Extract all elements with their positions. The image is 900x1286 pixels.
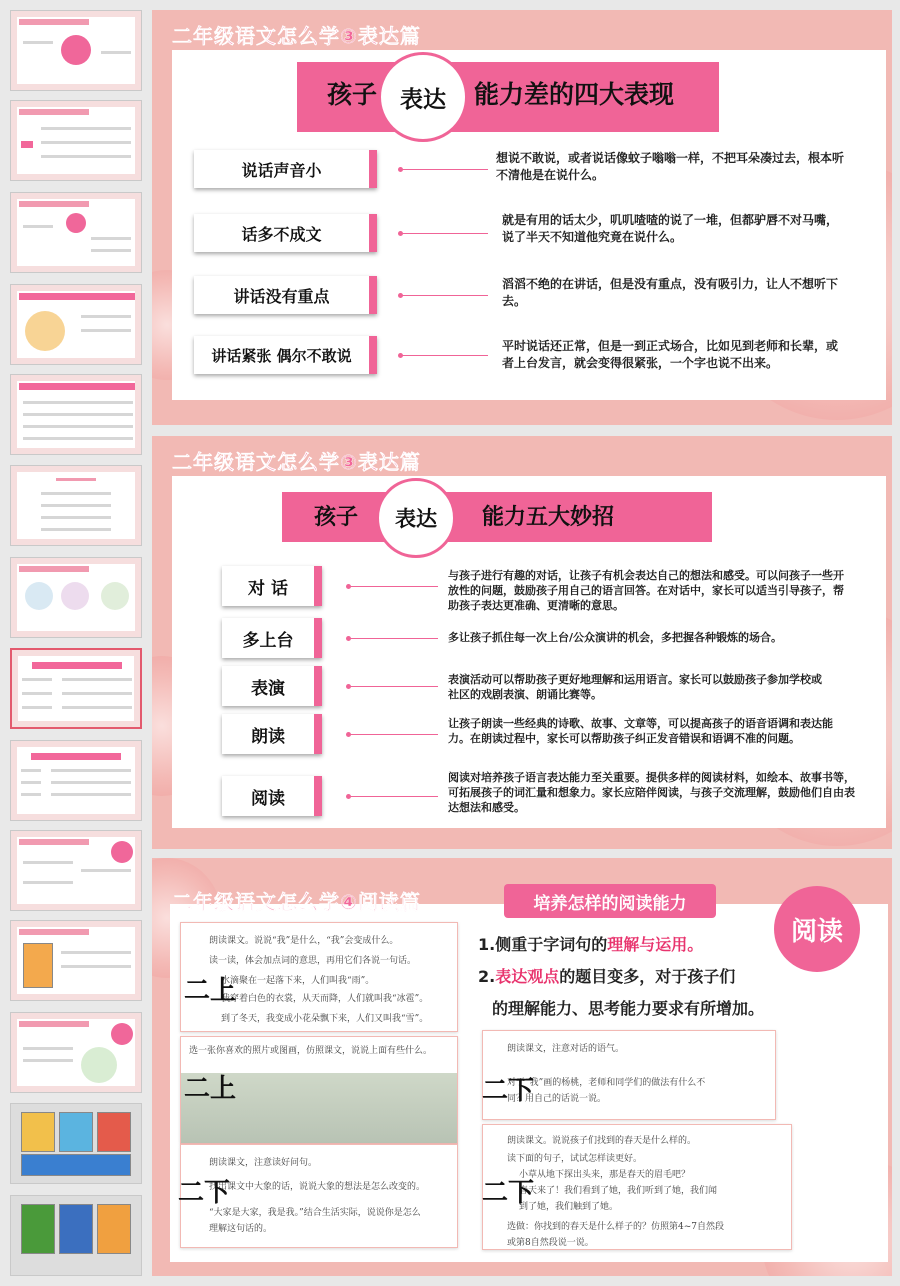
point-3: 的理解能力、思考能力要求有所增加。 — [492, 999, 765, 1018]
slide-thumbnail-7[interactable] — [10, 557, 142, 638]
excerpt-line: 对于“我”画的杨桃，老师和同学们的做法有什么不 — [507, 1078, 706, 1088]
sign-description-2: 就是有用的话太少，叽叽喳喳的说了一堆，但都驴唇不对马嘴，说了半天不知道他究竟在说什么。 — [502, 213, 839, 244]
slide-thumbnail-9[interactable] — [10, 740, 142, 821]
excerpt-line: 朗读课文。说说孩子们找到的春天是什么样的。 — [507, 1136, 697, 1146]
tip-label-4: 朗读 — [222, 714, 322, 754]
connector-dot — [346, 684, 351, 689]
connector-dot — [398, 293, 403, 298]
tip-label-2: 多上台 — [222, 618, 322, 658]
slide-thumbnail-14[interactable] — [10, 1195, 142, 1276]
slide-thumbnail-panel — [0, 0, 150, 1286]
sign-label-1: 说话声音小 — [194, 150, 377, 188]
connector-dot — [398, 167, 403, 172]
point-2-number: 2. — [478, 967, 496, 986]
connector-dot — [346, 732, 351, 737]
grade-label: 二下 — [482, 1178, 535, 1208]
grade-label: 二下 — [482, 1076, 535, 1106]
point-1 — [478, 932, 703, 955]
connector-line — [348, 638, 438, 639]
tip-description-5: 阅读对培养孩子语言表达能力至关重要。提供多样的阅读材料，如绘本、故事书等，可拓展孩子的词汇量和想象力。家长应陪伴阅读，与孩子交流理解，鼓励他们自由表达想法和感受。 — [448, 771, 855, 814]
tip-description-2: 多让孩子抓住每一次上台/公众演讲的机会，多把握各种锻炼的场合。 — [448, 631, 783, 644]
excerpt-line: 读一读，体会加点词的意思，再用它们各说一句话。 — [209, 956, 417, 966]
point-2 — [478, 964, 735, 987]
excerpt-line: “大家是大家，我是我。”结合生活实际，说说你是怎么 — [209, 1208, 421, 1218]
sign-description-3: 滔滔不绝的在讲话，但是没有重点，没有吸引力，让人不想听下去。 — [502, 277, 839, 308]
slide-thumbnail-6[interactable] — [10, 465, 142, 546]
excerpt-line: 理解这句话的。 — [209, 1224, 273, 1234]
excerpt-line: 选一张你喜欢的照片或图画，仿照课文，说说上面有些什么。 — [189, 1046, 433, 1056]
slide-thumbnail-3[interactable] — [10, 192, 142, 273]
reading-ability-pill: 培养怎样的阅读能力 — [504, 884, 716, 918]
slide-title: 二年级语文怎么学③表达篇 — [172, 24, 421, 48]
excerpt-line: 春天来了！我们看到了她，我们听到了她，我们闻 — [519, 1186, 718, 1196]
slide-thumbnail-10[interactable] — [10, 830, 142, 911]
excerpt-line: 找出课文中大象的话，说说大象的想法是怎么改变的。 — [209, 1182, 426, 1192]
sign-description-4: 平时说话还正常，但是一到正式场合，比如见到老师和长辈，或者上台发言，就会变得很紧张，一个字也说不出来。 — [502, 339, 839, 370]
connector-dot — [346, 584, 351, 589]
point-2-text: 的题目变多，对于孩子们 — [559, 967, 736, 986]
grade-label: 二上 — [184, 1074, 237, 1104]
sign-description-1: 想说不敢说，或者说话像蚊子嗡嗡一样，不把耳朵凑过去，根本听不清他是在说什么。 — [496, 151, 845, 182]
excerpt-line: 或第8自然段说一说。 — [507, 1238, 594, 1248]
slide-thumbnail-13[interactable] — [10, 1103, 142, 1184]
excerpt-line: 朗读课文。说说“我”是什么，“我”会变成什么。 — [209, 936, 399, 946]
excerpt-line: 水滴聚在一起落下来，人们叫我“雨”。 — [221, 976, 375, 986]
slide-title: 二年级语文怎么学④阅读篇 — [172, 890, 421, 914]
tip-label-3: 表演 — [222, 666, 322, 706]
connector-line — [348, 734, 438, 735]
sign-label-2: 话多不成文 — [194, 214, 377, 252]
point-2-highlight: 表达观点 — [495, 967, 560, 986]
point-1-text: 1.侧重于字词句的 — [478, 935, 608, 954]
banner-circle: 表达 — [376, 478, 456, 558]
connector-line — [400, 355, 488, 356]
slide-thumbnail-1[interactable] — [10, 10, 142, 91]
connector-line — [400, 169, 488, 170]
slide-thumbnail-5[interactable] — [10, 374, 142, 455]
tip-description-3: 表演活动可以帮助孩子更好地理解和运用语言。家长可以鼓励孩子参加学校或社区的戏剧表演、朗诵比赛等。 — [448, 673, 822, 701]
connector-line — [348, 796, 438, 797]
slide-thumbnail-4[interactable] — [10, 284, 142, 365]
tip-label-1: 对 话 — [222, 566, 322, 606]
banner-circle: 表达 — [378, 52, 468, 142]
slide-thumbnail-11[interactable] — [10, 920, 142, 1001]
slide-title: 二年级语文怎么学③表达篇 — [172, 450, 421, 474]
banner-text-left: 孩子 — [314, 505, 359, 530]
excerpt-line: 同？用自己的话说一说。 — [507, 1094, 607, 1104]
connector-line — [400, 295, 488, 296]
excerpt-line: 到了冬天，我变成小花朵飘下来，人们又叫我“雪”。 — [221, 1014, 429, 1024]
slide-expression-four-signs — [152, 10, 892, 425]
slide-thumbnail-12[interactable] — [10, 1012, 142, 1093]
connector-dot — [398, 231, 403, 236]
excerpt-line: 到了她，我们触到了她。 — [519, 1202, 619, 1212]
connector-dot — [346, 794, 351, 799]
connector-line — [400, 233, 488, 234]
excerpt-line: 我穿着白色的衣裳，从天而降，人们就叫我“冰雹”。 — [221, 994, 429, 1004]
connector-line — [348, 586, 438, 587]
grade-label: 二下 — [178, 1178, 231, 1208]
tip-label-5: 阅读 — [222, 776, 322, 816]
sign-label-4: 讲话紧张 偶尔不敢说 — [194, 336, 377, 374]
excerpt-line: 朗读课文，注意读好问句。 — [209, 1158, 318, 1168]
connector-dot — [398, 353, 403, 358]
slide-thumbnail-8[interactable] — [10, 648, 142, 729]
excerpt-line: 选做：你找到的春天是什么样子的？仿照第4~7自然段 — [507, 1222, 724, 1232]
sign-label-3: 讲话没有重点 — [194, 276, 377, 314]
point-1-highlight: 理解与运用。 — [607, 935, 704, 954]
tip-description-4: 让孩子朗读一些经典的诗歌、故事、文章等，可以提高孩子的语音语调和表达能力。在朗读过程中，家长可以帮助孩子纠正发音错误和语调不准的问题。 — [448, 717, 833, 745]
grade-label: 二上 — [184, 976, 237, 1006]
reading-circle-badge: 阅读 — [774, 886, 860, 972]
banner-text-right: 能力差的四大表现 — [474, 80, 675, 109]
banner-text-right: 能力五大妙招 — [482, 505, 615, 530]
excerpt-line: 读下面的句子，试试怎样读更好。 — [507, 1154, 643, 1164]
slide-reading-ability — [152, 858, 892, 1276]
tip-description-1: 与孩子进行有趣的对话，让孩子有机会表达自己的想法和感受。可以问孩子一些开放性的问题，鼓励孩子用自己的语言回答。在对话中，家长可以适当引导孩子，帮助孩子表达更准确、更清晰的意思。 — [448, 569, 844, 612]
excerpt-line: 朗读课文，注意对话的语气。 — [507, 1044, 625, 1054]
connector-dot — [346, 636, 351, 641]
slide-thumbnail-2[interactable] — [10, 100, 142, 181]
excerpt-line: 小草从地下探出头来，那是春天的眉毛吧？ — [519, 1170, 691, 1180]
banner-text-left: 孩子 — [327, 80, 378, 109]
slide-expression-five-tips — [152, 436, 892, 849]
connector-line — [348, 686, 438, 687]
